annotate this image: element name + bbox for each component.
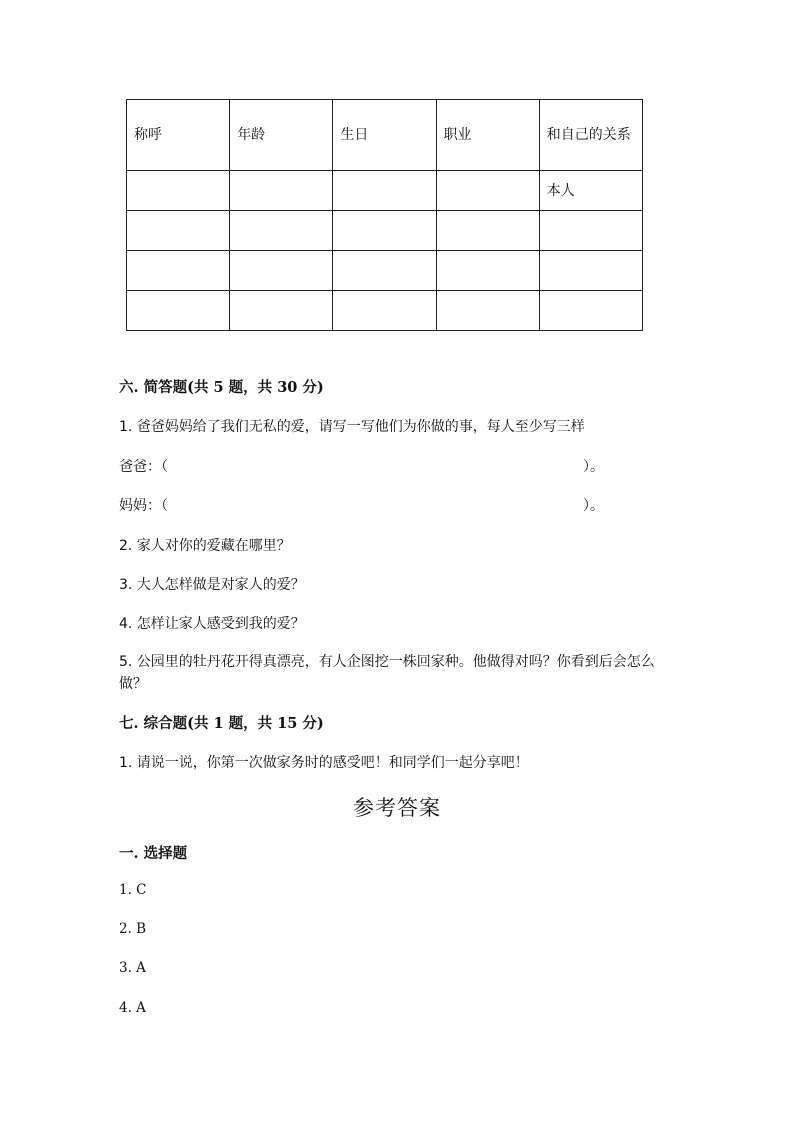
answer-section1-title: 一. 选择题: [119, 845, 188, 862]
table-row: [127, 211, 643, 251]
table-cell: [127, 171, 230, 211]
family-info-table: [126, 99, 643, 331]
table-cell: [230, 291, 333, 331]
table-cell: [127, 211, 230, 251]
table-cell: [230, 251, 333, 291]
table-cell: [127, 251, 230, 291]
answer-key-title: 参考答案: [353, 796, 441, 820]
table-cell: [436, 211, 539, 251]
question-3-text: 3. 大人怎样做是对家人的爱？: [119, 577, 305, 593]
table-header-cell: 和自己的关系: [539, 100, 642, 171]
table-cell: [436, 291, 539, 331]
table-cell: [333, 211, 436, 251]
table-cell: [333, 171, 436, 211]
answer-item: 1. C: [119, 882, 147, 898]
table-header-cell: 称呼: [127, 100, 230, 171]
table-cell: [230, 171, 333, 211]
mom-answer-label: 妈妈：（: [119, 498, 168, 514]
section7-question-1-text: 1. 请说一说，你第一次做家务时的感受吧！和同学们一起分享吧！: [119, 755, 529, 771]
table-cell: [539, 291, 642, 331]
table-cell: [230, 211, 333, 251]
table-cell: 本人: [539, 171, 642, 211]
table-header-cell: 职业: [436, 100, 539, 171]
answer-item: 4. A: [119, 1000, 146, 1016]
question-4-text: 4. 怎样让家人感受到我的爱？: [119, 616, 305, 632]
table-row: [127, 291, 643, 331]
table-cell: [436, 171, 539, 211]
table-cell: [333, 251, 436, 291]
table-row: [127, 251, 643, 291]
table-row: [127, 171, 643, 211]
table-header-cell: 年龄: [230, 100, 333, 171]
section6-title: 六. 简答题(共 5 题，共 30 分): [119, 379, 324, 396]
table-cell: [539, 251, 642, 291]
mom-answer-close: ）。: [583, 498, 604, 514]
question-1-text: 1. 爸爸妈妈给了我们无私的爱，请写一写他们为你做的事，每人至少写三样: [119, 419, 585, 435]
answer-item: 2. B: [119, 921, 147, 937]
section7-title: 七. 综合题(共 1 题，共 15 分): [119, 715, 324, 732]
table-header-row: [127, 100, 643, 171]
table-cell: [333, 291, 436, 331]
dad-answer-label: 爸爸：（: [119, 459, 168, 475]
dad-answer-close: ）。: [583, 459, 604, 475]
answer-item: 3. A: [119, 960, 146, 976]
table-header-cell: 生日: [333, 100, 436, 171]
table-cell: [436, 251, 539, 291]
question-2-text: 2. 家人对你的爱藏在哪里？: [119, 538, 291, 554]
question-5-text: 5. 公园里的牡丹花开得真漂亮，有人企图挖一株回家种。他做得对吗？你看到后会怎么做？: [119, 654, 655, 692]
table-cell: [539, 211, 642, 251]
table-cell: [127, 291, 230, 331]
